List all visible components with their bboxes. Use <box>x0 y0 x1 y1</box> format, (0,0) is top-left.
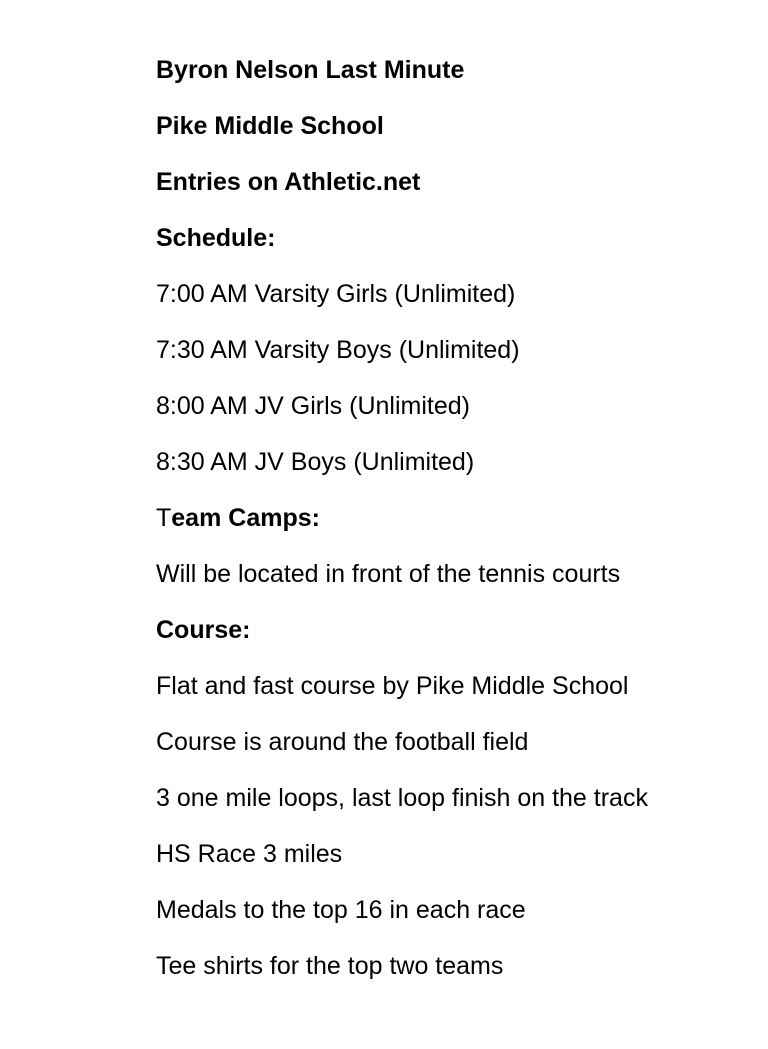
schedule-item: 8:00 AM JV Girls (Unlimited) <box>156 392 470 420</box>
course-detail: Flat and fast course by Pike Middle School <box>156 672 629 700</box>
team-camps-heading-rest: eam Camps: <box>171 504 320 532</box>
course-detail: 3 one mile loops, last loop finish on the track <box>156 784 648 812</box>
course-detail: Tee shirts for the top two teams <box>156 952 504 980</box>
schedule-item: 7:00 AM Varsity Girls (Unlimited) <box>156 280 516 308</box>
entries-heading: Entries on Athletic.net <box>156 168 421 196</box>
team-camps-heading <box>156 503 320 533</box>
schedule-item: 7:30 AM Varsity Boys (Unlimited) <box>156 336 520 364</box>
course-detail: HS Race 3 miles <box>156 840 343 868</box>
team-camps-heading-initial: T <box>156 504 172 532</box>
schedule-heading: Schedule: <box>156 224 276 252</box>
location-heading: Pike Middle School <box>156 112 384 140</box>
course-detail: Medals to the top 16 in each race <box>156 896 526 924</box>
team-camps-text: Will be located in front of the tennis courts <box>156 560 621 588</box>
course-detail: Course is around the football field <box>156 728 529 756</box>
course-heading: Course: <box>156 616 251 644</box>
document-title: Byron Nelson Last Minute <box>156 56 465 84</box>
schedule-item: 8:30 AM JV Boys (Unlimited) <box>156 448 475 476</box>
